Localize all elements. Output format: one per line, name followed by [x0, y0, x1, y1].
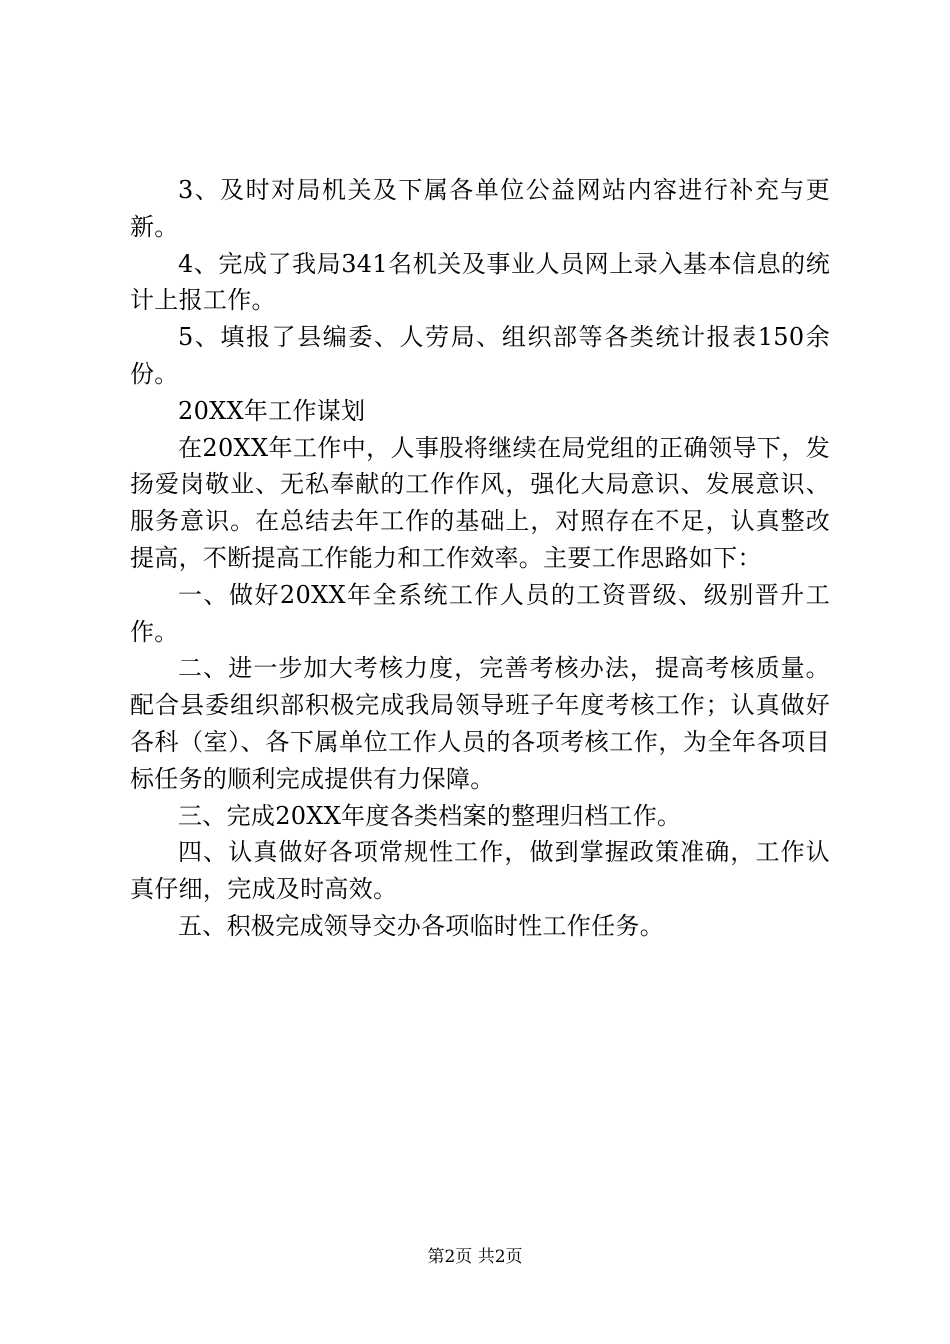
- paragraph-plan-2: 二、进一步加大考核力度，完善考核办法，提高考核质量。配合县委组织部积极完成我局领导班子年度考核工作；认真做好各科（室）、各下属单位工作人员的各项考核工作，为全年各项目标任务的顺利完成提供有力保障。: [130, 654, 830, 793]
- page-number-footer: 第2页 共2页: [427, 1247, 523, 1267]
- paragraph-intro: 在20XX年工作中，人事股将继续在局党组的正确领导下，发扬爱岗敬业、无私奉献的工作作风，强化大局意识、发展意识、服务意识。在总结去年工作的基础上，对照存在不足，认真整改提高，不断提高工作能力和工作效率。主要工作思路如下：: [130, 433, 830, 572]
- paragraph-plan-3: 三、完成20XX年度各类档案的整理归档工作。: [178, 801, 682, 830]
- paragraph-item-4: 4、完成了我局341名机关及事业人员网上录入基本信息的统计上报工作。: [130, 249, 830, 315]
- paragraph-plan-5: 五、积极完成领导交办各项临时性工作任务。: [178, 911, 664, 940]
- paragraph-plan-1: 一、做好20XX年全系统工作人员的工资晋级、级别晋升工作。: [130, 580, 830, 646]
- document-body: [130, 172, 830, 945]
- paragraph-plan-4: 四、认真做好各项常规性工作，做到掌握政策准确，工作认真仔细，完成及时高效。: [130, 838, 830, 904]
- paragraph-item-5: 5、填报了县编委、人劳局、组织部等各类统计报表150余份。: [130, 323, 830, 388]
- section-heading: 20XX年工作谋划: [178, 396, 366, 425]
- paragraph-item-3: 3、及时对局机关及下属各单位公益网站内容进行补充与更新。: [130, 176, 830, 241]
